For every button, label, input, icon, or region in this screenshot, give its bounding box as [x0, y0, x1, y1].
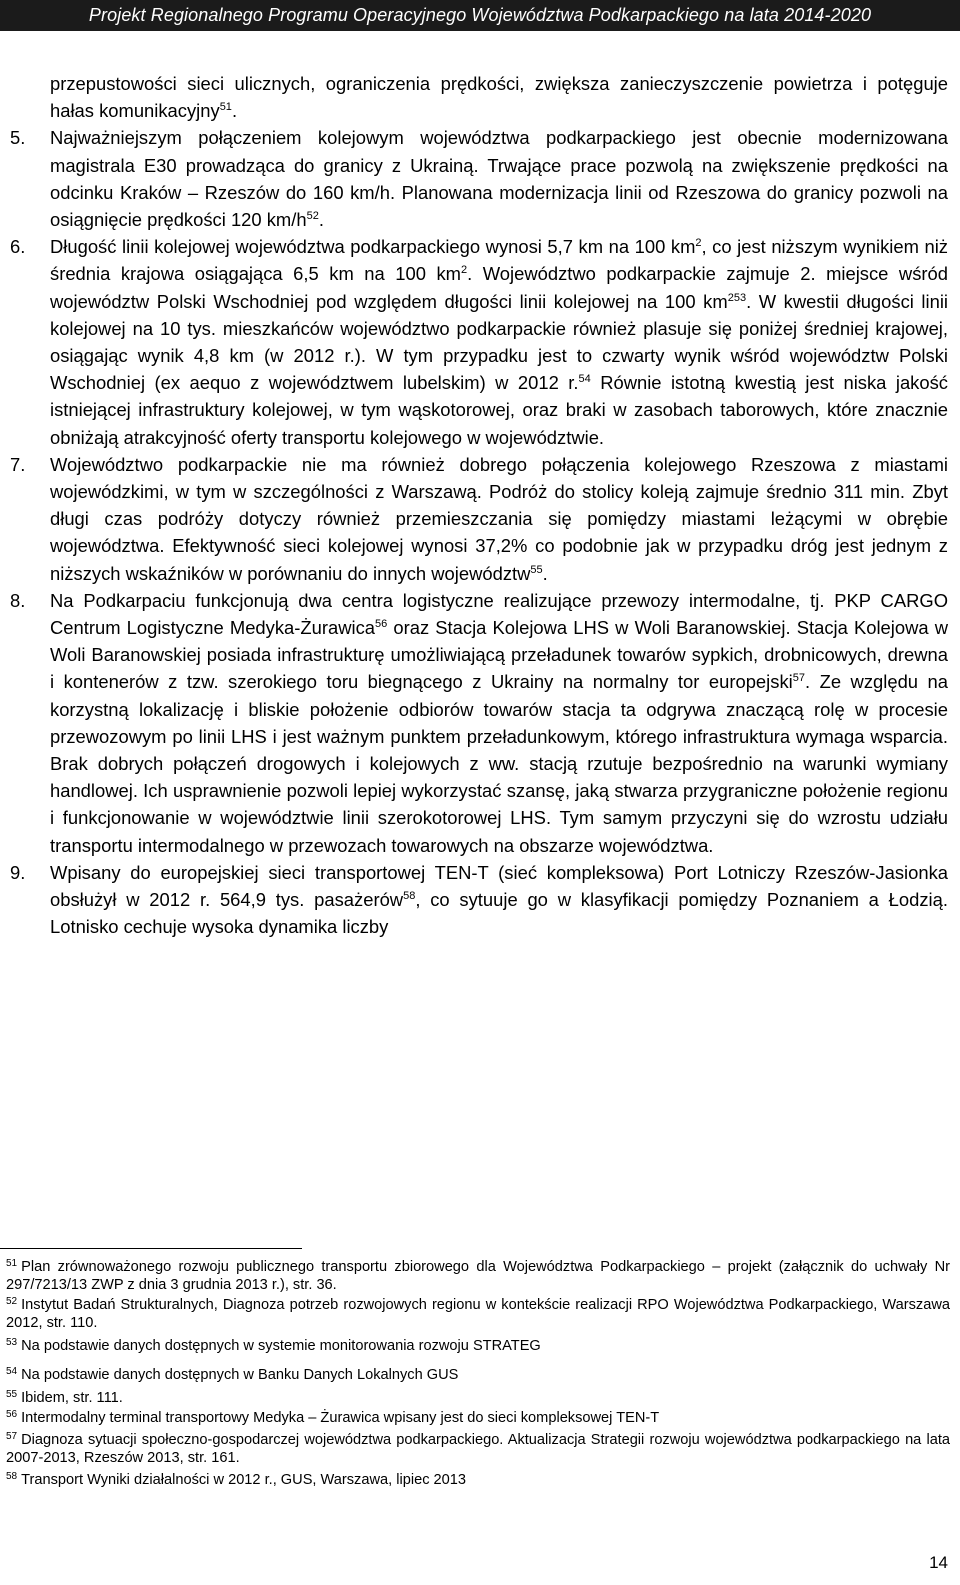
- list-item-8: [10, 587, 948, 859]
- footnote-52: $^{52}$ Instytut Badań Strukturalnych, Diagnoza potrzeb rozwojowych regionu w kontekście realizacji RPO Województwa Podkarpackiego, Warszawa 2012, str. 110.: [6, 1296, 950, 1331]
- footnote-56: $^{56}$ Intermodalny terminal transportowy Medyka – Żurawica wpisany jest do sieci kompleksowej TEN-T: [6, 1409, 660, 1426]
- item-6-text-a: Długość linii kolejowej województwa podkarpackiego wynosi 5,7 km na 100 km: [50, 236, 696, 258]
- superscript-2: 2: [695, 237, 702, 250]
- item-8-text-b: oraz Stacja Kolejowa LHS w Woli Baranowskiej. Stacja Kolejowa w Woli Baranowskiej posiada infrastrukturę umożliwiającą przeładunek towarów sypkich, drobnicowych, drewna i kontenerów z tzw. szerokiego toru biegnącego z Ukrainy na normalny tor europejski: [50, 617, 949, 693]
- list-number: 9.: [10, 861, 26, 883]
- footnote-ref-53[interactable]: 253: [727, 291, 747, 304]
- footnote-text: Transport Wyniki działalności w 2012 r., GUS, Warszawa, lipiec 2013: [21, 1472, 467, 1488]
- list-item-7: [10, 451, 948, 587]
- footnote-text: Diagnoza sytuacji społeczno-gospodarczej województwa podkarpackiego. Aktualizacja Strategii rozwoju województwa podkarpackiego na lata 2007-2013, Rzeszów 2013, str. 161.: [6, 1432, 950, 1466]
- item-9-text-b: , co sytuuje go w klasyfikacji pomiędzy Poznaniem a Łodzią. Lotnisko cechuje wysoka dynamika liczby: [50, 889, 948, 938]
- item-9-text-a: Wpisany do europejskiej sieci transportowej TEN-T (sieć kompleksowa) Port Lotniczy Rzeszów-Jasionka obsłużył w 2012 r. 564,9 tys. pasażerów: [50, 861, 948, 911]
- footnote-text: Na podstawie danych dostępnych w Banku Danych Lokalnych GUS: [21, 1367, 459, 1383]
- item-7-text: Województwo podkarpackie nie ma również dobrego połączenia kolejowego Rzeszowa z miastami wojewódzkimi, w tym w szczególności z Warszawą. Podróż do stolicy koleją zajmuje średnio 311 min. Zbyt długi czas podróży dotyczy również przemieszczania się pomiędzy miastami leżącymi w obrębie województwa. Efektywność sieci kolejowej wynosi 37,2% co podobnie jak w przypadku dróg jest jednym z niższych wskaźników w porównaniu do innych województw: [50, 453, 948, 584]
- footnote-54: $^{54}$ Na podstawie danych dostępnych w Banku Danych Lokalnych GUS: [6, 1366, 459, 1383]
- item-8-text-c: . Ze względu na korzystną lokalizację i bliskie położenie odbiorów towarów stacja ta odgrywa znaczącą rolę w procesie przewozowym po linii LHS i jest ważnym punktem przeładunkowym, którego infrastruktura wymaga wsparcia. Brak dobrych połączeń drogowych i kolejowych z ww. stacją rzutuje bezpośrednio na warunki wymiany handlowej. Ich usprawnienie pozwoli lepiej wykorzystać szansę, jaką stwarza przygraniczne położenie regionu i funkcjonowanie w województwie linii szerokotorowej LHS. Tym samym przyczyni się do wzrostu udziału transportu intermodalnego w przewozach towarowych na obszarze województwa.: [50, 671, 948, 856]
- intro-end: .: [231, 100, 238, 122]
- item-6-text-b: , co jest niższym wynikiem niż średnia krajowa osiągająca 6,5 km na 100 km: [50, 236, 948, 285]
- footnote-ref-51[interactable]: 51: [219, 101, 232, 114]
- item-6-text-d: . W kwestii długości linii kolejowej na 10 tys. mieszkańców województwo podkarpackie również plasuje się poniżej średniej krajowej, osiągając wynik 4,8 km (w 2012 r.). W tym przypadku jest to czwarty wynik wśród województw Polski Wschodniej (ex aequo z województwem lubelskim) w 2012 r.: [50, 290, 948, 394]
- list-number: 7.: [10, 453, 26, 475]
- intro-paragraph: [50, 70, 948, 124]
- footnote-51: $^{51}$ Plan zrównoważonego rozwoju publicznego transportu zbiorowego dla Województwa Podkarpackiego – projekt (załącznik do uchwały Nr 297/7213/13 ZWP z dnia 3 grudnia 2013 r.), str. 36.: [6, 1258, 950, 1293]
- footnote-ref-52[interactable]: 52: [306, 210, 319, 223]
- footnote-text: Instytut Badań Strukturalnych, Diagnoza potrzeb rozwojowych regionu w kontekście realizacji RPO Województwa Podkarpackiego, Warszawa 2012, str. 110.: [6, 1297, 950, 1331]
- footnote-text: Intermodalny terminal transportowy Medyka – Żurawica wpisany jest do sieci kompleksowej TEN-T: [21, 1410, 660, 1426]
- footnote-ref-57[interactable]: 57: [792, 672, 805, 685]
- footnote-text: Ibidem, str. 111.: [21, 1390, 123, 1406]
- item-7-end: .: [542, 562, 548, 584]
- body-text: [10, 70, 948, 941]
- footnote-58: $^{58}$ Transport Wyniki działalności w 2012 r., GUS, Warszawa, lipiec 2013: [6, 1471, 467, 1488]
- header-title: Projekt Regionalnego Programu Operacyjnego Województwa Podkarpackiego na lata 2014-2020: [88, 5, 872, 25]
- page-header: [0, 0, 960, 31]
- item-5-text: Najważniejszym połączeniem kolejowym województwa podkarpackiego jest obecnie modernizowana magistrala E30 prowadząca do granicy z Ukrainą. Trwające prace pozwolą na zwiększenie prędkości na odcinku Kraków – Rzeszów do 160 km/h. Planowana modernizacja linii od Rzeszowa do granicy pozwoli na osiągnięcie prędkości 120 km/h: [50, 127, 948, 231]
- item-6-text-c: . Województwo podkarpackie zajmuje 2. miejsce wśród województw Polski Wschodniej pod względem długości linii kolejowej na 100 km: [50, 263, 948, 312]
- list-number: 5.: [10, 127, 26, 149]
- footnote-separator: [0, 1248, 302, 1249]
- item-8-text-a: Na Podkarpaciu funkcjonują dwa centra logistyczne realizujące przewozy intermodalne, tj. PKP CARGO Centrum Logistyczne Medyka-Żurawica: [50, 589, 948, 639]
- footnote-ref-56[interactable]: 56: [375, 618, 388, 631]
- footnote-57: $^{57}$ Diagnoza sytuacji społeczno-gospodarczej województwa podkarpackiego. Aktualizacja Strategii rozwoju województwa podkarpackiego na lata 2007-2013, Rzeszów 2013, str. 161.: [6, 1431, 950, 1466]
- list-number: 6.: [10, 236, 26, 258]
- footnote-ref-55[interactable]: 55: [530, 563, 543, 576]
- footnote-text: Plan zrównoważonego rozwoju publicznego transportu zbiorowego dla Województwa Podkarpackiego – projekt (załącznik do uchwały Nr 297/7213/13 ZWP z dnia 3 grudnia 2013 r.), str. 36.: [6, 1259, 950, 1293]
- footnote-55: $^{55}$ Ibidem, str. 111.: [6, 1389, 123, 1406]
- list-item-5: [10, 124, 948, 233]
- footnote-ref-54[interactable]: 54: [578, 373, 591, 386]
- list-item-6: [10, 233, 948, 451]
- item-6-text-e: Równie istotną kwestią jest niska jakość istniejącej infrastruktury kolejowej, w tym wąskotorowej, oraz braki w zasobach taborowych, które znacznie obniżają atrakcyjność oferty transportu kolejowego w województwie.: [50, 372, 948, 448]
- item-5-end: .: [318, 209, 324, 231]
- superscript-2: 2: [461, 264, 468, 277]
- footnote-text: Na podstawie danych dostępnych w systemie monitorowania rozwoju STRATEG: [21, 1338, 541, 1354]
- list-number: 8.: [10, 589, 26, 611]
- footnote-ref-58[interactable]: 58: [403, 890, 416, 903]
- footnote-53: $^{53}$ Na podstawie danych dostępnych w systemie monitorowania rozwoju STRATEG: [6, 1337, 541, 1354]
- list-item-9: [10, 859, 948, 941]
- intro-text: przepustowości sieci ulicznych, ograniczenia prędkości, zwiększa zanieczyszczenie powietrza i potęguje hałas komunikacyjny: [50, 73, 948, 122]
- page-number: 14: [929, 1553, 948, 1572]
